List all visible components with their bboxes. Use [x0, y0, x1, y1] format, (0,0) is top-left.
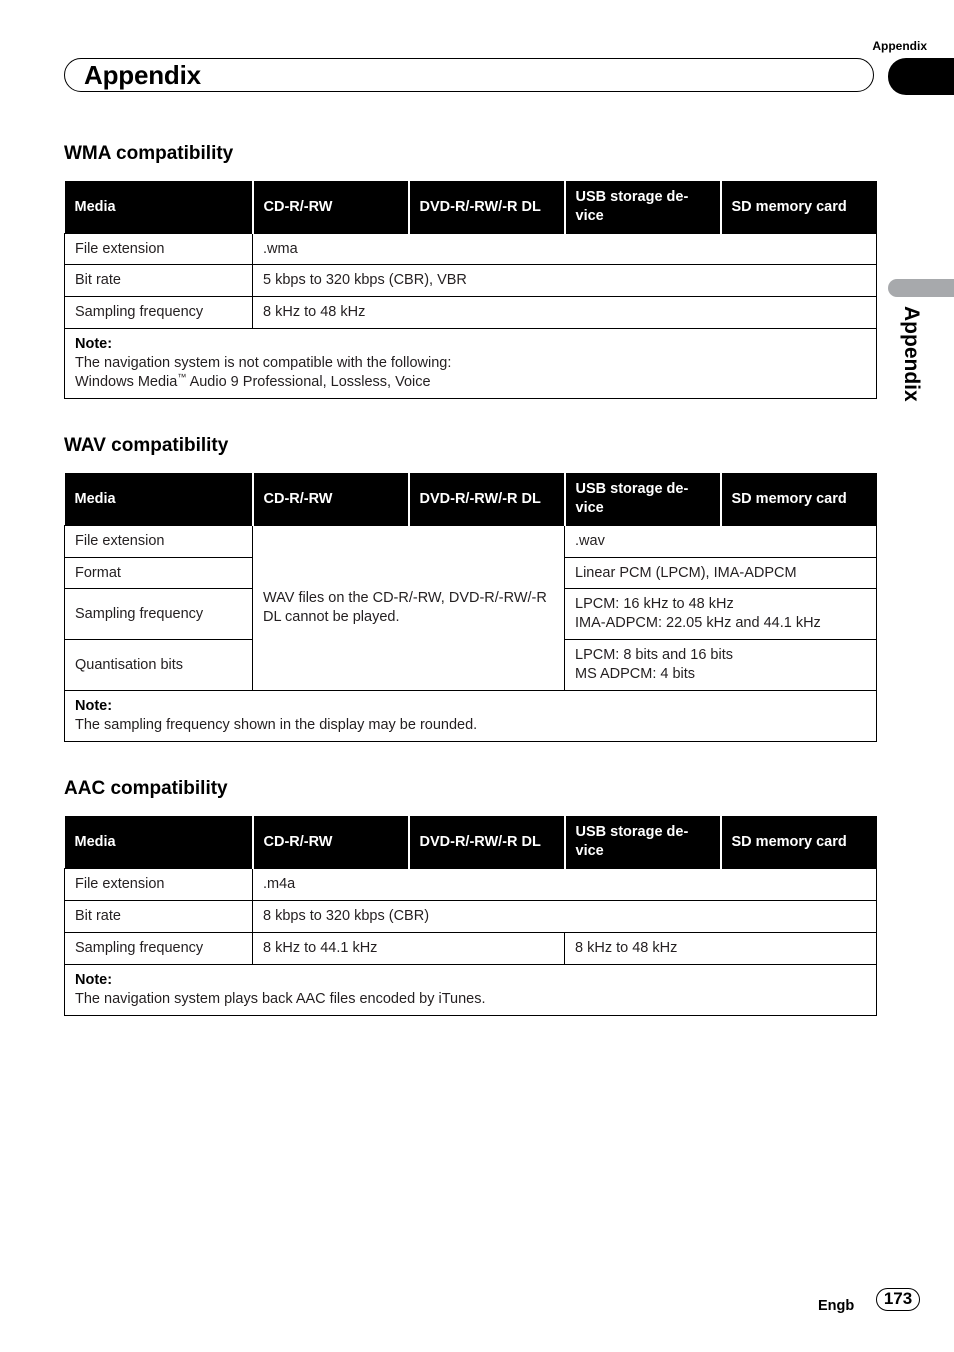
col-dvd: DVD-R/-RW/-R DL: [409, 816, 565, 869]
table-row: [65, 901, 877, 933]
col-sd: SD memory card: [721, 181, 877, 234]
row-value: .wma: [253, 234, 877, 265]
col-cd: CD-R/-RW: [253, 473, 409, 526]
col-usb: USB storage de-vice: [565, 816, 721, 869]
col-media: Media: [65, 473, 253, 526]
row-value: 8 kbps to 320 kbps (CBR): [253, 901, 877, 933]
section-tab-marker: [888, 58, 954, 95]
note-cell: [65, 965, 877, 1016]
note-text: The navigation system plays back AAC files encoded by iTunes.: [75, 991, 486, 1007]
row-label: Quantisation bits: [65, 640, 253, 691]
note-text: The sampling frequency shown in the display may be rounded.: [75, 717, 478, 733]
side-label: [897, 306, 923, 426]
page-title: Appendix: [84, 60, 201, 90]
row-label: Sampling frequency: [65, 589, 253, 640]
row-value: [565, 640, 877, 691]
col-cd: CD-R/-RW: [253, 181, 409, 234]
note-line: The navigation system is not compatible with the following:: [75, 355, 452, 371]
note-label: Note:: [75, 972, 113, 988]
wav-heading: WAV compatibility: [64, 435, 229, 456]
col-media: Media: [65, 181, 253, 234]
row-label: Bit rate: [65, 901, 253, 933]
wav-header-row: [65, 473, 877, 526]
value-line: LPCM: 16 kHz to 48 kHz: [575, 596, 734, 612]
wav-section: [64, 434, 876, 742]
row-label: Sampling frequency: [65, 933, 253, 965]
wav-table: [64, 473, 877, 742]
side-label-text: Appendix: [900, 306, 923, 402]
row-label: File extension: [65, 234, 253, 265]
row-value: 5 kbps to 320 kbps (CBR), VBR: [253, 265, 877, 297]
note-cell: [65, 329, 877, 399]
col-sd: SD memory card: [721, 473, 877, 526]
aac-header-row: [65, 816, 877, 869]
aac-table: [64, 816, 877, 1016]
col-dvd: DVD-R/-RW/-R DL: [409, 473, 565, 526]
language-code: Engb: [818, 1298, 855, 1314]
table-row: [65, 526, 877, 558]
wma-section: [64, 142, 876, 399]
row-label: File extension: [65, 869, 253, 901]
row-value: 8 kHz to 44.1 kHz: [253, 933, 565, 965]
value-line: MS ADPCM: 4 bits: [575, 666, 696, 682]
wma-heading: WMA compatibility: [64, 143, 234, 164]
note-text: Audio 9 Professional, Lossless, Voice: [186, 374, 431, 390]
value-line: IMA-ADPCM: 22.05 kHz and 44.1 kHz: [575, 615, 821, 631]
note-label: Note:: [75, 336, 113, 352]
note-row: [65, 965, 877, 1016]
note-row: [65, 329, 877, 399]
row-label: Sampling frequency: [65, 297, 253, 329]
value-line: LPCM: 8 bits and 16 bits: [575, 647, 733, 663]
row-label: Bit rate: [65, 265, 253, 297]
row-value: .wav: [565, 526, 877, 558]
col-usb: USB storage de-vice: [565, 181, 721, 234]
table-row: [65, 933, 877, 965]
wma-table: [64, 181, 877, 399]
row-label: File extension: [65, 526, 253, 558]
section-tab-grey: [888, 279, 954, 297]
table-row: [65, 265, 877, 297]
trademark-mark: ™: [177, 372, 187, 383]
note-cell: [65, 691, 877, 742]
disc-unsupported-cell: WAV files on the CD-R/-RW, DVD-R/-RW/-R DL cannot be played.: [253, 526, 565, 691]
wma-header-row: [65, 181, 877, 234]
row-value: .m4a: [253, 869, 877, 901]
row-value: 8 kHz to 48 kHz: [565, 933, 877, 965]
note-label: Note:: [75, 698, 113, 714]
running-head: Appendix: [872, 39, 927, 53]
table-row: [65, 297, 877, 329]
col-dvd: DVD-R/-RW/-R DL: [409, 181, 565, 234]
title-bar: [64, 58, 874, 92]
row-value: Linear PCM (LPCM), IMA-ADPCM: [565, 558, 877, 589]
row-label: Format: [65, 558, 253, 589]
note-text: Windows Media: [75, 374, 178, 390]
aac-heading: AAC compatibility: [64, 778, 228, 799]
table-row: [65, 869, 877, 901]
col-sd: SD memory card: [721, 816, 877, 869]
aac-section: [64, 777, 876, 1016]
col-media: Media: [65, 816, 253, 869]
col-cd: CD-R/-RW: [253, 816, 409, 869]
table-row: [65, 234, 877, 265]
row-value: [565, 589, 877, 640]
note-row: [65, 691, 877, 742]
col-usb: USB storage de-vice: [565, 473, 721, 526]
row-value: 8 kHz to 48 kHz: [253, 297, 877, 329]
page-number: 173: [876, 1288, 920, 1311]
